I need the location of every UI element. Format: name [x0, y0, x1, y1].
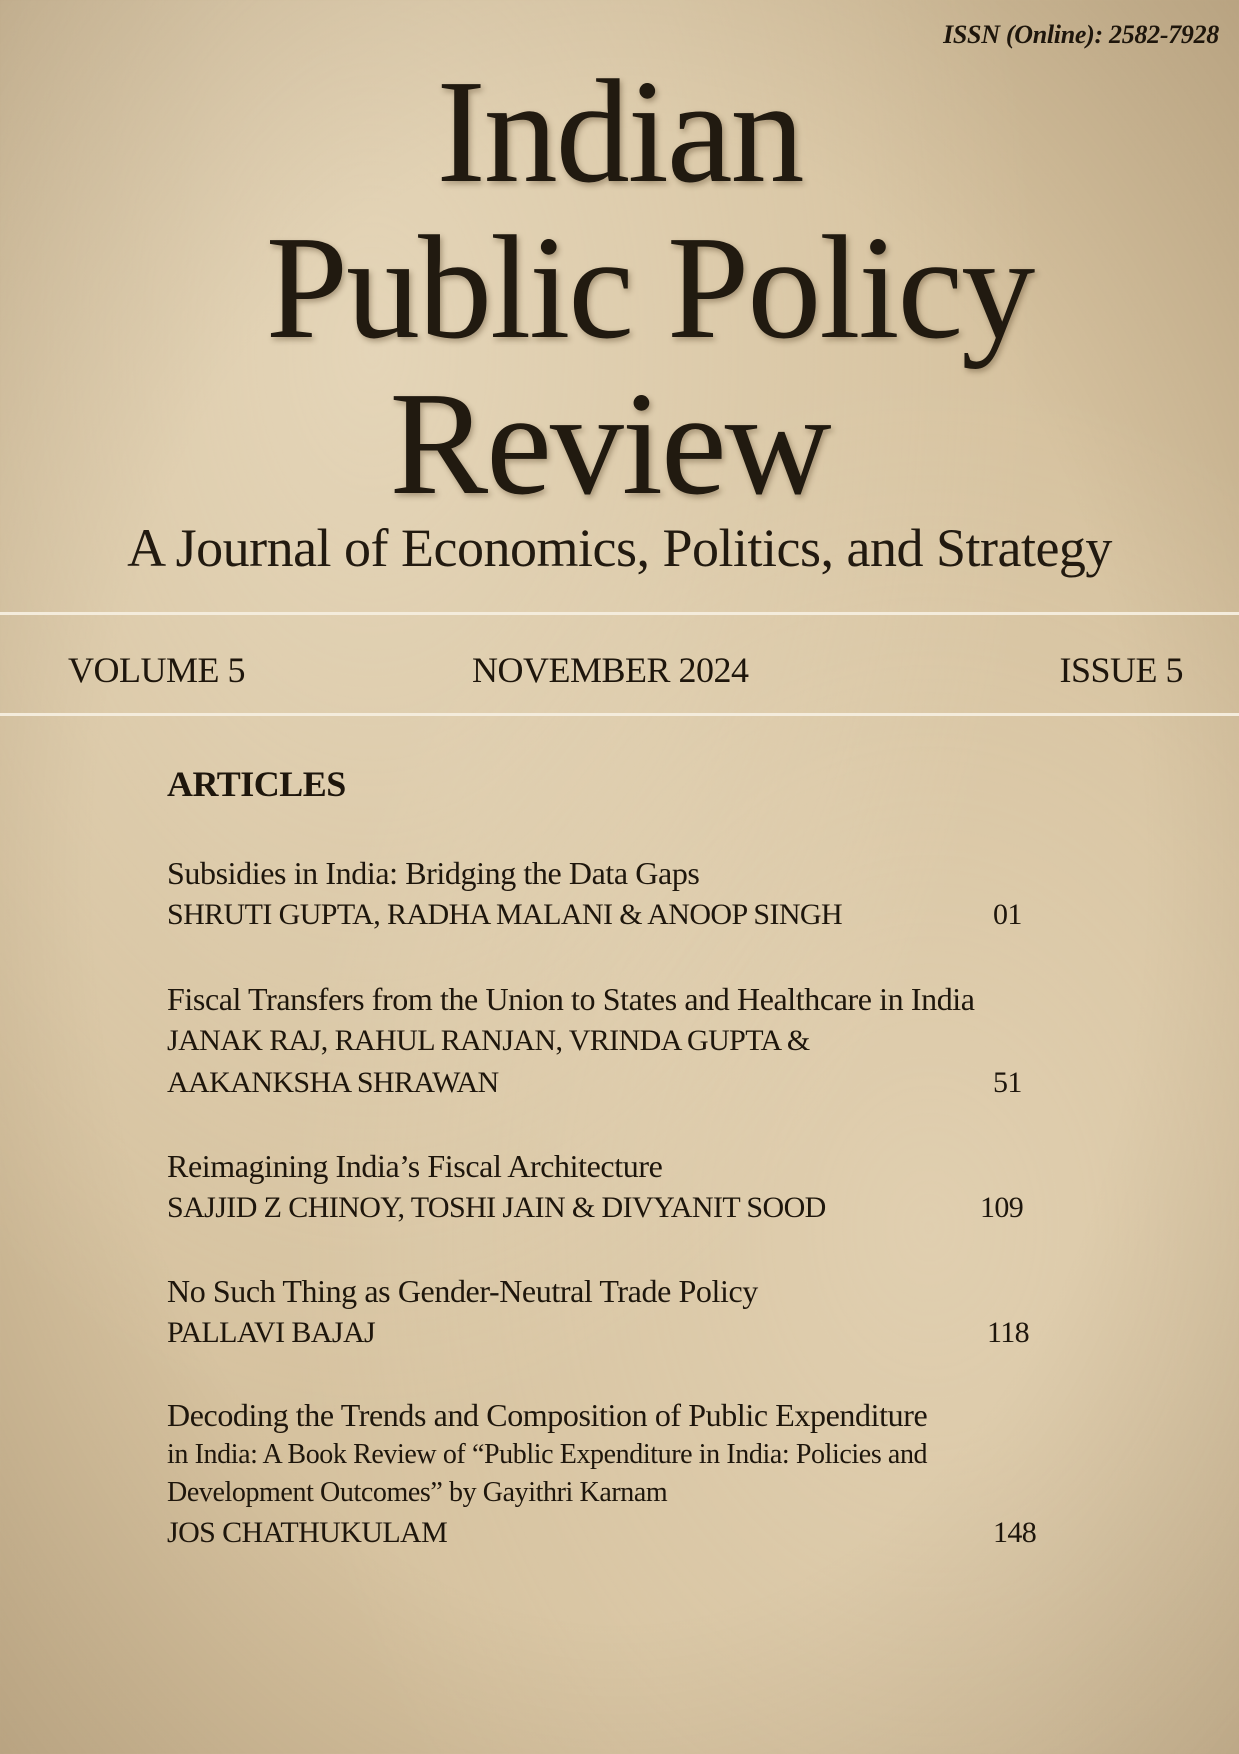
article-title: Reimagining India’s Fiscal Architecture — [167, 1148, 663, 1184]
article-title: Development Outcomes” by Gayithri Karnam — [167, 1477, 668, 1508]
journal-subtitle: A Journal of Economics, Politics, and Strategy — [127, 518, 1112, 578]
article-entry[interactable] — [167, 1145, 1047, 1229]
journal-title-line-2: Public Policy — [265, 206, 1034, 370]
article-page-number: 118 — [987, 1316, 1030, 1349]
article-page-number: 01 — [993, 898, 1022, 931]
issue-date: NOVEMBER 2024 — [472, 650, 749, 690]
article-authors: AAKANKSHA SHRAWAN — [167, 1066, 499, 1099]
article-entry[interactable] — [167, 1394, 1047, 1554]
articles-heading: ARTICLES — [167, 764, 346, 804]
issue-label: ISSUE 5 — [1059, 650, 1183, 690]
article-entry[interactable] — [167, 978, 1047, 1104]
issn-label: ISSN (Online): 2582-7928 — [943, 20, 1219, 49]
article-authors: JANAK RAJ, RAHUL RANJAN, VRINDA GUPTA & — [167, 1024, 810, 1057]
article-authors: SHRUTI GUPTA, RADHA MALANI & ANOOP SINGH — [167, 898, 843, 931]
top-divider — [0, 612, 1239, 615]
article-title: No Such Thing as Gender-Neutral Trade Policy — [167, 1273, 758, 1309]
article-entry[interactable] — [167, 1270, 1047, 1354]
volume-label: VOLUME 5 — [68, 650, 245, 690]
bottom-divider — [0, 713, 1239, 716]
article-page-number: 109 — [980, 1191, 1024, 1224]
article-title: in India: A Book Review of “Public Expenditure in India: Policies and — [167, 1439, 928, 1470]
article-page-number: 51 — [993, 1066, 1022, 1099]
article-page-number: 148 — [993, 1516, 1037, 1549]
article-authors: SAJJID Z CHINOY, TOSHI JAIN & DIVYANIT SOOD — [167, 1191, 826, 1224]
journal-title-line-1: Indian — [436, 50, 803, 214]
article-authors: PALLAVI BAJAJ — [167, 1316, 376, 1349]
article-authors: JOS CHATHUKULAM — [167, 1516, 448, 1549]
article-title: Fiscal Transfers from the Union to States and Healthcare in India — [167, 981, 975, 1017]
journal-title-line-3: Review — [389, 362, 830, 526]
article-title: Subsidies in India: Bridging the Data Gaps — [167, 855, 700, 891]
article-title: Decoding the Trends and Composition of Public Expenditure — [167, 1397, 928, 1433]
article-entry[interactable] — [167, 852, 1047, 936]
